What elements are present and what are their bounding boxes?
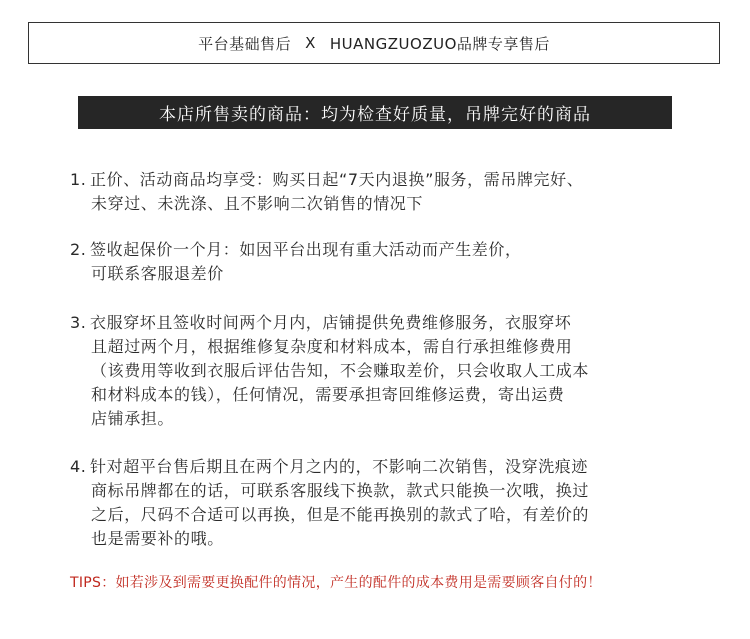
policy-item-line: 可联系客服退差价 xyxy=(91,264,224,283)
policy-item-line: 商标吊牌都在的话，可联系客服线下换款，款式只能换一次哦，换过 xyxy=(91,481,590,500)
policy-item-number: 4. xyxy=(70,457,87,476)
policy-item-number: 3. xyxy=(70,313,87,332)
policy-item-3 xyxy=(70,311,710,431)
policy-item-number: 1. xyxy=(70,170,87,189)
banner-text: 本店所售卖的商品：均为检查好质量，吊牌完好的商品 xyxy=(159,105,591,125)
policy-item-number: 2. xyxy=(70,240,87,259)
policy-item-4 xyxy=(70,455,710,551)
policy-item-line: 店铺承担。 xyxy=(91,409,175,428)
policy-item-line: 和材料成本的钱），任何情况，需要承担寄回维修运费，寄出运费 xyxy=(91,385,565,404)
header-brand-label: HUANGZUOZUO品牌专享售后 xyxy=(329,34,550,53)
policy-item-line: 针对超平台售后期且在两个月之内的，不影响二次销售，没穿洗痕迹 xyxy=(90,457,589,476)
policy-item-line: 之后，尺码不合适可以再换，但是不能再换别的款式了哈，有差价的 xyxy=(91,505,590,524)
policy-item-line: 签收起保价一个月：如因平台出现有重大活动而产生差价， xyxy=(90,240,522,259)
policy-item-line: 衣服穿坏且签收时间两个月内，店铺提供免费维修服务，衣服穿坏 xyxy=(90,313,572,332)
quality-banner xyxy=(78,96,672,129)
policy-item-2 xyxy=(70,238,710,286)
policy-item-1 xyxy=(70,168,710,216)
after-sales-header xyxy=(28,22,720,64)
policy-item-line: 且超过两个月，根据维修复杂度和材料成本，需自行承担维修费用 xyxy=(91,337,573,356)
header-separator: X xyxy=(305,34,316,52)
policy-item-line: 未穿过、未洗涤、且不影响二次销售的情况下 xyxy=(91,194,424,213)
policy-item-line: （该费用等收到衣服后评估告知，不会赚取差价，只会收取人工成本 xyxy=(91,361,590,380)
policy-item-line: 也是需要补的哦。 xyxy=(91,529,224,548)
header-platform-label: 平台基础售后 xyxy=(198,34,292,53)
tips-note: TIPS：如若涉及到需要更换配件的情况，产生的配件的成本费用是需要顾客自付的！ xyxy=(70,575,602,591)
policy-item-line: 正价、活动商品均享受：购买日起“7天内退换”服务，需吊牌完好、 xyxy=(90,170,584,189)
